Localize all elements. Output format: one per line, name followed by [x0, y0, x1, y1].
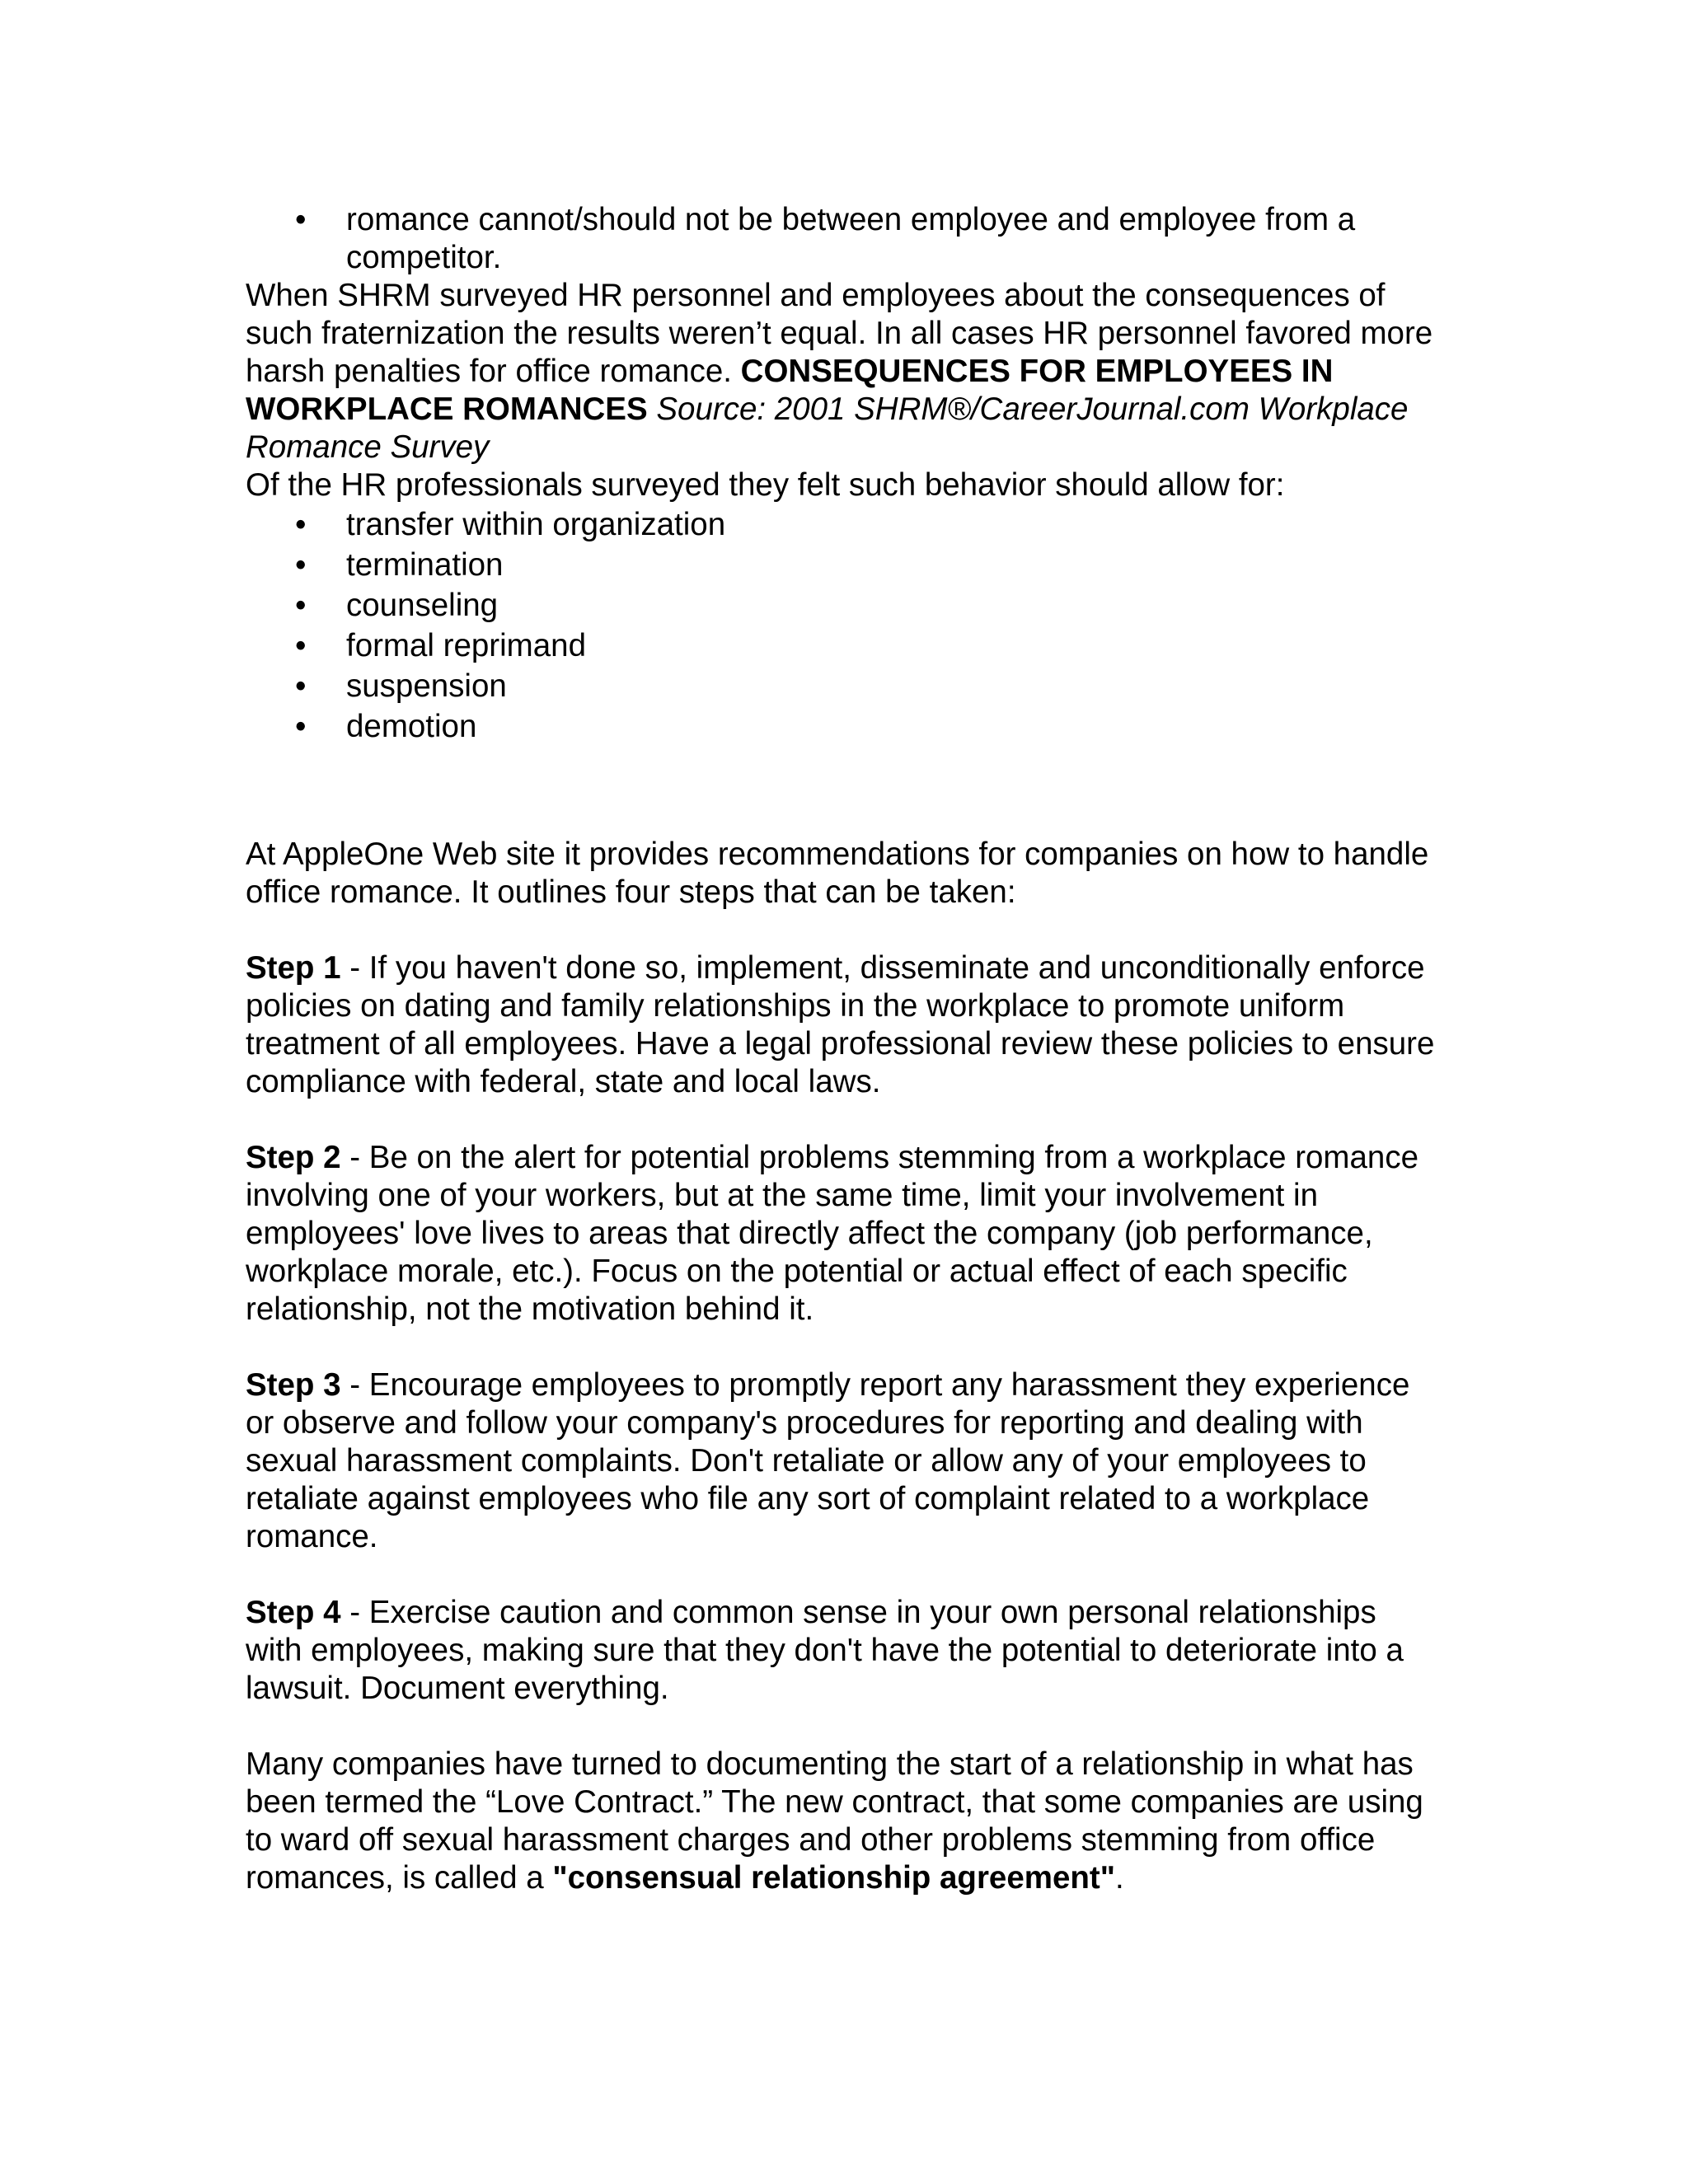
- step-1-text: - If you haven't done so, implement, disseminate and unconditionally enforce policies on dating and family relationships in the workplace to promote uniform treatment of all employees. Have a legal professional review these policies to ensure compliance with federal, state and local laws.: [246, 950, 1435, 1099]
- step-4-label: Step 4: [246, 1595, 341, 1630]
- step-3-paragraph: [246, 1366, 1441, 1556]
- spacer: [246, 1708, 1441, 1746]
- hr-intro: Of the HR professionals surveyed they felt such behavior should allow for:: [246, 467, 1285, 503]
- step-3-text: - Encourage employees to promptly report any harassment they experience or observe and follow your company's procedures for reporting and dealing with sexual harassment complaints. Don't retaliate or allow any of your employees to retaliate against employees who file any sort of complaint related to a workplace romance.: [246, 1367, 1410, 1554]
- intro-bullet-list: [246, 201, 1441, 277]
- list-item: • suspension: [246, 666, 1441, 706]
- love-contract-paragraph: [246, 1746, 1441, 1897]
- list-item: • formal reprimand: [246, 626, 1441, 666]
- step-2-label: Step 2: [246, 1140, 341, 1175]
- spacer: [246, 912, 1441, 949]
- step-1-paragraph: [246, 949, 1441, 1101]
- shrm-paragraph: [246, 277, 1441, 466]
- document-page: [246, 201, 1441, 1897]
- love-contract-end: .: [1115, 1860, 1124, 1896]
- source-citation: Source: 2001 SHRM®/CareerJournal.com Workplace Romance Survey: [246, 391, 1409, 465]
- step-4-text: - Exercise caution and common sense in your own personal relationships with employees, making sure that they don't have the potential to deteriorate into a lawsuit. Document everything.: [246, 1595, 1404, 1706]
- list-item: • demotion: [246, 706, 1441, 747]
- agreement-term: "consensual relationship agreement": [552, 1860, 1115, 1896]
- step-3-label: Step 3: [246, 1367, 341, 1403]
- list-item: • counseling: [246, 585, 1441, 626]
- list-item: • transfer within organization: [246, 504, 1441, 545]
- shrm-text: When SHRM surveyed HR personnel and employees about the consequences of such fraternization the results weren’t equal. In all cases HR personnel favored more harsh penalties for office romance.: [246, 278, 1433, 389]
- consequences-list: [246, 504, 1441, 747]
- appleone-paragraph: At AppleOne Web site it provides recommendations for companies on how to handle office romance. It outlines four steps that can be taken:: [246, 837, 1429, 910]
- list-item: • termination: [246, 545, 1441, 585]
- spacer: [246, 1101, 1441, 1139]
- step-2-paragraph: [246, 1139, 1441, 1329]
- step-2-text: - Be on the alert for potential problems stemming from a workplace romance involving one of your workers, but at the same time, limit your involvement in employees' love lives to areas that directly affect the company (job performance, workplace morale, etc.). Focus on the potential or actual effect of each specific relationship, not the motivation behind it.: [246, 1140, 1418, 1327]
- list-item: • romance cannot/should not be between employee and employee from a competitor.: [246, 201, 1441, 277]
- consequences-heading: CONSEQUENCES FOR EMPLOYEES IN WORKPLACE ROMANCES: [246, 354, 1334, 427]
- step-1-label: Step 1: [246, 950, 341, 986]
- love-contract-text: Many companies have turned to documenting the start of a relationship in what has been termed the “Love Contract.” The new contract, that some companies are using to ward off sexual harassment charges and other problems stemming from office romances, is called a: [246, 1746, 1423, 1896]
- spacer: [246, 747, 1441, 836]
- spacer: [246, 1329, 1441, 1366]
- step-4-paragraph: [246, 1594, 1441, 1708]
- spacer: [246, 1556, 1441, 1594]
